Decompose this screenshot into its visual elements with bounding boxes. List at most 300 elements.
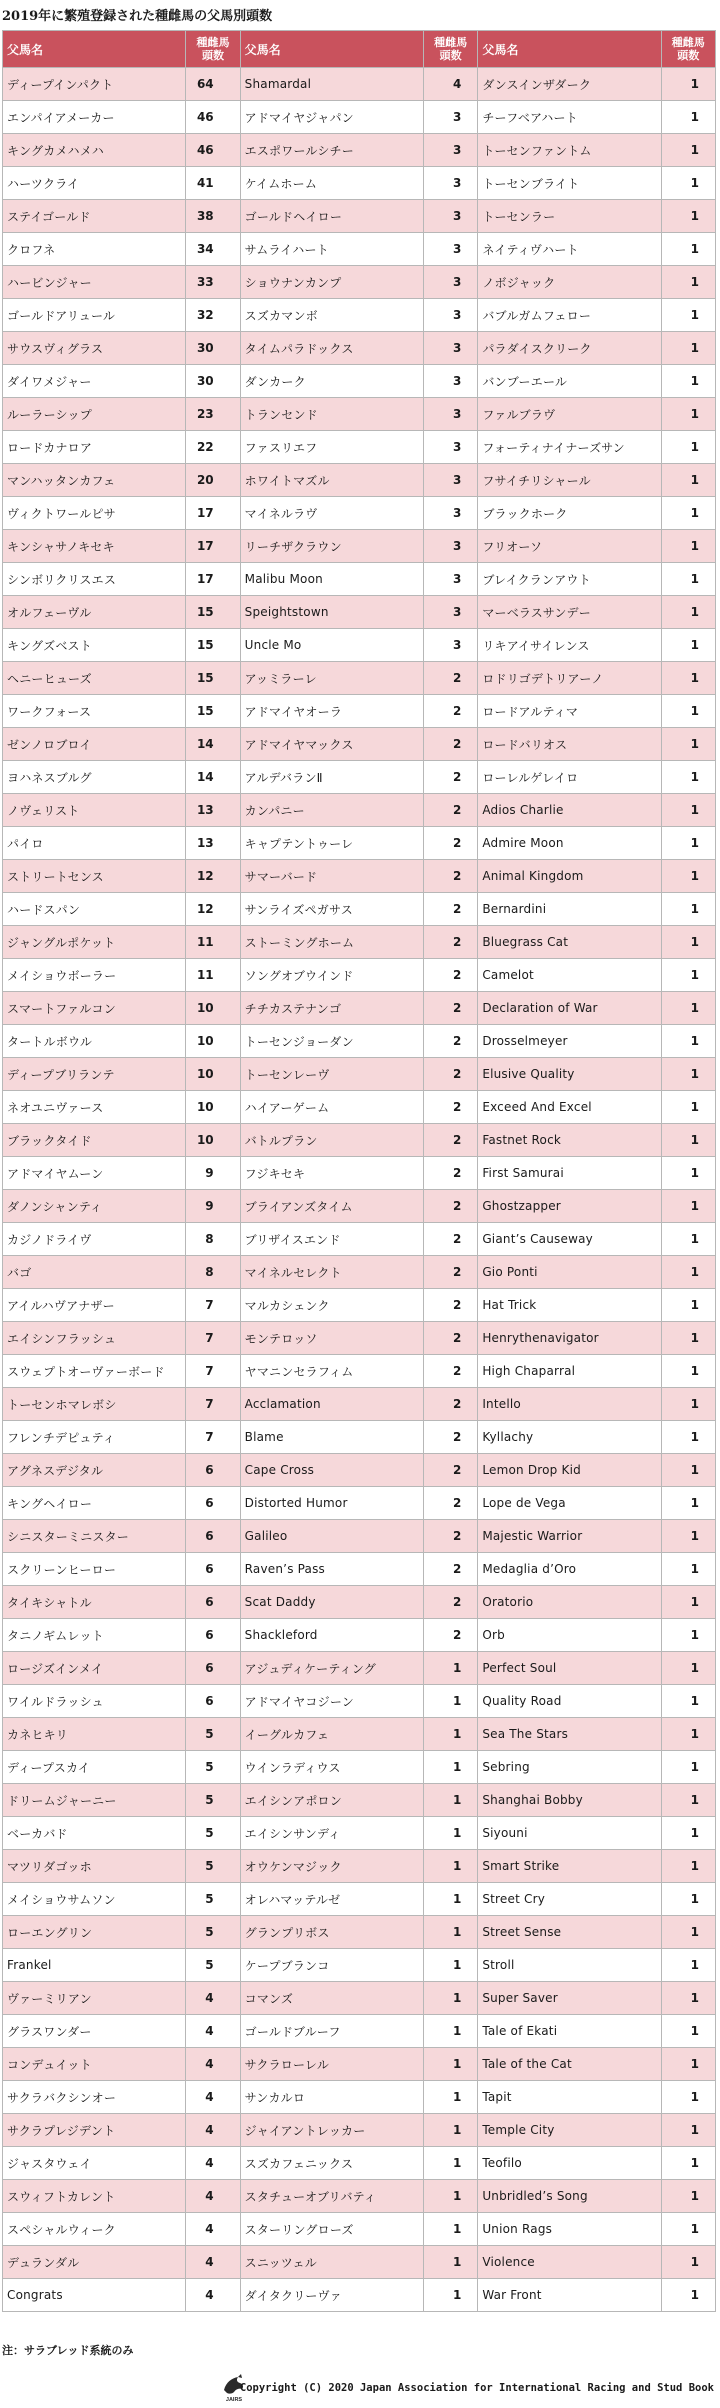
mare-count-cell: 2: [423, 1157, 477, 1190]
mare-count-cell: 1: [661, 1982, 715, 2015]
sire-name-cell: Bluegrass Cat: [478, 926, 661, 959]
page-title: 2019年に繁殖登録された種雌馬の父馬別頭数: [2, 9, 273, 24]
table-row: [3, 1718, 716, 1751]
mare-count-cell: 1: [661, 1025, 715, 1058]
table-row: [3, 2147, 716, 2180]
header-count-line2: 頭数: [201, 49, 224, 62]
mare-count-cell: 2: [423, 794, 477, 827]
table-body: [3, 68, 716, 2312]
mare-count-cell: 4: [423, 68, 477, 101]
sire-name-cell: リキアイサイレンス: [478, 629, 661, 662]
table-row: [3, 299, 716, 332]
table-row: [3, 2114, 716, 2147]
sire-name-cell: ディープブリランテ: [3, 1058, 186, 1091]
sire-name-cell: Blame: [240, 1421, 423, 1454]
logo-text: JAIRS: [225, 2397, 243, 2402]
sire-name-cell: ハイアーゲーム: [240, 1091, 423, 1124]
sire-name-cell: Majestic Warrior: [478, 1520, 661, 1553]
mare-count-cell: 1: [423, 1916, 477, 1949]
mare-count-cell: 1: [661, 497, 715, 530]
mare-count-cell: 2: [423, 761, 477, 794]
mare-count-cell: 7: [186, 1388, 240, 1421]
header-count-line1: 種雌馬: [196, 36, 230, 49]
sire-name-cell: タートルボウル: [3, 1025, 186, 1058]
sire-name-cell: Henrythenavigator: [478, 1322, 661, 1355]
mare-count-cell: 6: [186, 1619, 240, 1652]
mare-count-cell: 6: [186, 1685, 240, 1718]
table-row: [3, 2279, 716, 2312]
sire-name-cell: アイルハヴアナザー: [3, 1289, 186, 1322]
table-row: [3, 1586, 716, 1619]
sire-name-cell: スクリーンヒーロー: [3, 1553, 186, 1586]
sire-name-cell: ロードカナロア: [3, 431, 186, 464]
mare-count-cell: 5: [186, 1916, 240, 1949]
mare-count-cell: 1: [423, 2048, 477, 2081]
sire-name-cell: Drosselmeyer: [478, 1025, 661, 1058]
sire-name-cell: ストーミングホーム: [240, 926, 423, 959]
header-sire-name: 父馬名: [478, 31, 661, 68]
mare-count-cell: 3: [423, 596, 477, 629]
sire-name-cell: ワイルドラッシュ: [3, 1685, 186, 1718]
mare-count-cell: 1: [423, 2213, 477, 2246]
table-row: [3, 365, 716, 398]
mare-count-cell: 7: [186, 1421, 240, 1454]
sire-name-cell: ケイムホーム: [240, 167, 423, 200]
sire-name-cell: シンボリクリスエス: [3, 563, 186, 596]
table-row: [3, 1190, 716, 1223]
sire-name-cell: Congrats: [3, 2279, 186, 2312]
mare-count-cell: 4: [186, 2180, 240, 2213]
mare-count-cell: 1: [661, 728, 715, 761]
sire-name-cell: ハーツクライ: [3, 167, 186, 200]
sire-name-cell: Tapit: [478, 2081, 661, 2114]
sire-name-cell: コンデュイット: [3, 2048, 186, 2081]
sire-name-cell: Malibu Moon: [240, 563, 423, 596]
sire-name-cell: ゴールドブルーフ: [240, 2015, 423, 2048]
sire-name-cell: Exceed And Excel: [478, 1091, 661, 1124]
sire-name-cell: トーセンホマレボシ: [3, 1388, 186, 1421]
sire-name-cell: アジュディケーティング: [240, 1652, 423, 1685]
mare-count-cell: 2: [423, 1091, 477, 1124]
mare-count-cell: 32: [186, 299, 240, 332]
mare-count-cell: 3: [423, 332, 477, 365]
sire-name-cell: Distorted Humor: [240, 1487, 423, 1520]
table-row: [3, 992, 716, 1025]
sire-name-cell: Shackleford: [240, 1619, 423, 1652]
mare-count-cell: 4: [186, 2279, 240, 2312]
mare-count-cell: 34: [186, 233, 240, 266]
mare-count-cell: 1: [661, 1289, 715, 1322]
mare-count-cell: 2: [423, 827, 477, 860]
sire-name-cell: アドマイヤムーン: [3, 1157, 186, 1190]
mare-count-cell: 1: [661, 563, 715, 596]
mare-count-cell: 3: [423, 431, 477, 464]
sire-name-cell: マルカシェンク: [240, 1289, 423, 1322]
mare-count-cell: 11: [186, 926, 240, 959]
table-row: [3, 1322, 716, 1355]
sire-name-cell: Medaglia d’Oro: [478, 1553, 661, 1586]
footer: [0, 2366, 720, 2408]
sire-name-cell: サンカルロ: [240, 2081, 423, 2114]
sire-name-cell: Sebring: [478, 1751, 661, 1784]
mare-count-cell: 1: [661, 2015, 715, 2048]
mare-count-cell: 4: [186, 1982, 240, 2015]
sire-name-cell: トーセンブライト: [478, 167, 661, 200]
sire-name-cell: グラスワンダー: [3, 2015, 186, 2048]
mare-count-cell: 23: [186, 398, 240, 431]
sire-name-cell: ルーラーシップ: [3, 398, 186, 431]
sire-name-cell: ダノンシャンティ: [3, 1190, 186, 1223]
sire-name-cell: Adios Charlie: [478, 794, 661, 827]
mare-count-cell: 5: [186, 1751, 240, 1784]
sire-name-cell: ファルブラヴ: [478, 398, 661, 431]
mare-count-cell: 38: [186, 200, 240, 233]
sire-name-cell: Shanghai Bobby: [478, 1784, 661, 1817]
sire-name-cell: フレンチデピュティ: [3, 1421, 186, 1454]
sire-name-cell: Declaration of War: [478, 992, 661, 1025]
sire-name-cell: キャプテントゥーレ: [240, 827, 423, 860]
mare-count-cell: 1: [661, 794, 715, 827]
sire-name-cell: Smart Strike: [478, 1850, 661, 1883]
sire-name-cell: ノボジャック: [478, 266, 661, 299]
sire-name-cell: バトルプラン: [240, 1124, 423, 1157]
sire-name-cell: タイキシャトル: [3, 1586, 186, 1619]
sire-name-cell: エイシンフラッシュ: [3, 1322, 186, 1355]
sire-name-cell: Camelot: [478, 959, 661, 992]
sire-name-cell: サクラプレジデント: [3, 2114, 186, 2147]
mare-count-cell: 15: [186, 662, 240, 695]
mare-count-cell: 1: [661, 200, 715, 233]
sire-name-cell: ベーカバド: [3, 1817, 186, 1850]
mare-count-cell: 1: [661, 134, 715, 167]
sire-name-cell: クロフネ: [3, 233, 186, 266]
table-row: [3, 1289, 716, 1322]
mare-count-cell: 12: [186, 893, 240, 926]
sire-name-cell: ケープブランコ: [240, 1949, 423, 1982]
sire-name-cell: リーチザクラウン: [240, 530, 423, 563]
sire-name-cell: Temple City: [478, 2114, 661, 2147]
mare-count-cell: 3: [423, 398, 477, 431]
sire-name-cell: Scat Daddy: [240, 1586, 423, 1619]
mare-count-cell: 1: [661, 926, 715, 959]
sire-name-cell: シニスターミニスター: [3, 1520, 186, 1553]
sire-name-cell: Speightstown: [240, 596, 423, 629]
sire-name-cell: サマーバード: [240, 860, 423, 893]
mare-count-cell: 1: [661, 1553, 715, 1586]
mare-count-cell: 17: [186, 497, 240, 530]
mare-count-cell: 6: [186, 1454, 240, 1487]
sire-name-cell: ロージズインメイ: [3, 1652, 186, 1685]
table-row: [3, 530, 716, 563]
sire-name-cell: マンハッタンカフェ: [3, 464, 186, 497]
mare-count-cell: 46: [186, 134, 240, 167]
sire-name-cell: ホワイトマズル: [240, 464, 423, 497]
mare-count-cell: 1: [661, 662, 715, 695]
table-row: [3, 200, 716, 233]
table-row: [3, 1751, 716, 1784]
table-row: [3, 2015, 716, 2048]
sire-name-cell: エンパイアメーカー: [3, 101, 186, 134]
sire-name-cell: マイネルセレクト: [240, 1256, 423, 1289]
mare-count-cell: 3: [423, 233, 477, 266]
mare-count-cell: 1: [661, 2048, 715, 2081]
mare-count-cell: 1: [661, 1322, 715, 1355]
mare-count-cell: 2: [423, 1553, 477, 1586]
mare-count-cell: 2: [423, 1586, 477, 1619]
sire-name-cell: ロドリゴデトリアーノ: [478, 662, 661, 695]
mare-count-cell: 2: [423, 1454, 477, 1487]
table-row: [3, 662, 716, 695]
sire-name-cell: カネヒキリ: [3, 1718, 186, 1751]
sire-name-cell: First Samurai: [478, 1157, 661, 1190]
mare-count-cell: 1: [661, 332, 715, 365]
mare-count-cell: 7: [186, 1355, 240, 1388]
mare-count-cell: 2: [423, 1619, 477, 1652]
mare-count-cell: 1: [661, 1454, 715, 1487]
sire-name-cell: スペシャルウィーク: [3, 2213, 186, 2246]
table-row: [3, 1256, 716, 1289]
table-row: [3, 860, 716, 893]
mare-count-cell: 10: [186, 1058, 240, 1091]
table-row: [3, 1157, 716, 1190]
sire-name-cell: ヴィクトワールピサ: [3, 497, 186, 530]
sire-name-cell: サンライズペガサス: [240, 893, 423, 926]
mare-count-cell: 1: [661, 1421, 715, 1454]
mare-count-cell: 1: [661, 1685, 715, 1718]
sire-name-cell: スニッツェル: [240, 2246, 423, 2279]
mare-count-cell: 2: [423, 1124, 477, 1157]
mare-count-cell: 5: [186, 1718, 240, 1751]
sire-name-cell: ストリートセンス: [3, 860, 186, 893]
sire-name-cell: ダイワメジャー: [3, 365, 186, 398]
mare-count-cell: 6: [186, 1586, 240, 1619]
table-row: [3, 1223, 716, 1256]
sire-name-cell: Violence: [478, 2246, 661, 2279]
sire-name-cell: ブライアンズタイム: [240, 1190, 423, 1223]
mare-count-cell: 64: [186, 68, 240, 101]
sire-name-cell: フサイチリシャール: [478, 464, 661, 497]
table-row: [3, 1454, 716, 1487]
sire-name-cell: Gio Ponti: [478, 1256, 661, 1289]
mare-count-cell: 3: [423, 497, 477, 530]
sire-name-cell: スターリングローズ: [240, 2213, 423, 2246]
mare-count-cell: 1: [661, 167, 715, 200]
sire-name-cell: Union Rags: [478, 2213, 661, 2246]
table-header-row: [3, 31, 716, 68]
mare-count-cell: 5: [186, 1817, 240, 1850]
sire-name-cell: トーセンファントム: [478, 134, 661, 167]
mare-count-cell: 1: [661, 266, 715, 299]
mare-count-cell: 1: [423, 1718, 477, 1751]
mare-count-cell: 41: [186, 167, 240, 200]
sire-name-cell: スマートファルコン: [3, 992, 186, 1025]
mare-count-cell: 1: [661, 530, 715, 563]
mare-count-cell: 1: [661, 1850, 715, 1883]
mare-count-cell: 1: [661, 1256, 715, 1289]
mare-count-cell: 5: [186, 1850, 240, 1883]
table-row: [3, 1619, 716, 1652]
mare-count-cell: 8: [186, 1223, 240, 1256]
mare-count-cell: 1: [423, 2180, 477, 2213]
table-row: [3, 398, 716, 431]
sire-name-cell: Hat Trick: [478, 1289, 661, 1322]
sire-name-cell: ディープスカイ: [3, 1751, 186, 1784]
header-mare-count: [186, 31, 240, 68]
mare-count-cell: 1: [661, 2180, 715, 2213]
mare-count-cell: 2: [423, 1487, 477, 1520]
mare-count-cell: 1: [661, 233, 715, 266]
sire-name-cell: Cape Cross: [240, 1454, 423, 1487]
mare-count-cell: 4: [186, 2114, 240, 2147]
sire-name-cell: アドマイヤコジーン: [240, 1685, 423, 1718]
table-row: [3, 233, 716, 266]
sire-name-cell: Animal Kingdom: [478, 860, 661, 893]
table-row: [3, 2246, 716, 2279]
mare-count-cell: 6: [186, 1487, 240, 1520]
sire-name-cell: サクラローレル: [240, 2048, 423, 2081]
sire-name-cell: ゴールドヘイロー: [240, 200, 423, 233]
sire-name-cell: パイロ: [3, 827, 186, 860]
mare-count-cell: 2: [423, 695, 477, 728]
table-row: [3, 1685, 716, 1718]
table-row: [3, 563, 716, 596]
mare-count-cell: 2: [423, 860, 477, 893]
table-row: [3, 1982, 716, 2015]
sire-name-cell: ダンスインザダーク: [478, 68, 661, 101]
header-count-line2: 頭数: [677, 49, 700, 62]
sire-name-cell: アドマイヤマックス: [240, 728, 423, 761]
mare-count-cell: 3: [423, 200, 477, 233]
sire-name-cell: バブルガムフェロー: [478, 299, 661, 332]
sire-name-cell: Unbridled’s Song: [478, 2180, 661, 2213]
sire-name-cell: アッミラーレ: [240, 662, 423, 695]
sire-name-cell: カジノドライヴ: [3, 1223, 186, 1256]
mare-count-cell: 15: [186, 629, 240, 662]
mare-count-cell: 2: [423, 893, 477, 926]
sire-name-cell: ジャイアントレッカー: [240, 2114, 423, 2147]
mare-count-cell: 3: [423, 365, 477, 398]
table-row: [3, 629, 716, 662]
mare-count-cell: 1: [423, 2114, 477, 2147]
mare-count-cell: 2: [423, 662, 477, 695]
mare-count-cell: 2: [423, 1289, 477, 1322]
mare-count-cell: 3: [423, 167, 477, 200]
sire-name-cell: ネイティヴハート: [478, 233, 661, 266]
sire-name-cell: ローレルゲレイロ: [478, 761, 661, 794]
mare-count-cell: 5: [186, 1784, 240, 1817]
mare-count-cell: 13: [186, 794, 240, 827]
sire-name-cell: Tale of Ekati: [478, 2015, 661, 2048]
mare-count-cell: 10: [186, 992, 240, 1025]
table-row: [3, 2180, 716, 2213]
mare-count-cell: 2: [423, 1322, 477, 1355]
sire-name-cell: フジキセキ: [240, 1157, 423, 1190]
mare-count-cell: 4: [186, 2246, 240, 2279]
sire-name-cell: ステイゴールド: [3, 200, 186, 233]
sire-name-cell: Giant’s Causeway: [478, 1223, 661, 1256]
table-row: [3, 134, 716, 167]
mare-count-cell: 30: [186, 365, 240, 398]
table-row: [3, 2081, 716, 2114]
mare-count-cell: 9: [186, 1190, 240, 1223]
table-row: [3, 1421, 716, 1454]
mare-count-cell: 5: [186, 1883, 240, 1916]
sire-name-cell: ローエングリン: [3, 1916, 186, 1949]
sire-name-cell: War Front: [478, 2279, 661, 2312]
mare-count-cell: 1: [661, 1619, 715, 1652]
mare-count-cell: 1: [661, 1751, 715, 1784]
sire-name-cell: Raven’s Pass: [240, 1553, 423, 1586]
sire-name-cell: Lope de Vega: [478, 1487, 661, 1520]
mare-count-cell: 2: [423, 1223, 477, 1256]
sire-name-cell: タニノギムレット: [3, 1619, 186, 1652]
mare-count-cell: 15: [186, 695, 240, 728]
sire-name-cell: Frankel: [3, 1949, 186, 1982]
mare-count-cell: 12: [186, 860, 240, 893]
sire-name-cell: Perfect Soul: [478, 1652, 661, 1685]
sire-name-cell: スズカマンボ: [240, 299, 423, 332]
mare-count-cell: 3: [423, 629, 477, 662]
sire-name-cell: キングヘイロー: [3, 1487, 186, 1520]
sire-name-cell: マイネルラヴ: [240, 497, 423, 530]
table-row: [3, 1553, 716, 1586]
mare-count-cell: 1: [661, 1520, 715, 1553]
mare-count-cell: 2: [423, 1421, 477, 1454]
table-row: [3, 101, 716, 134]
mare-count-cell: 4: [186, 2147, 240, 2180]
mare-count-cell: 1: [661, 629, 715, 662]
sire-name-cell: Orb: [478, 1619, 661, 1652]
sire-name-cell: ブリザイスエンド: [240, 1223, 423, 1256]
sire-name-cell: ヤマニンセラフィム: [240, 1355, 423, 1388]
sire-name-cell: エスポワールシチー: [240, 134, 423, 167]
table-row: [3, 431, 716, 464]
table-row: [3, 1388, 716, 1421]
mare-count-cell: 1: [661, 1091, 715, 1124]
mare-count-cell: 1: [661, 596, 715, 629]
mare-count-cell: 1: [661, 695, 715, 728]
sire-name-cell: ゴールドアリュール: [3, 299, 186, 332]
mare-count-cell: 17: [186, 563, 240, 596]
table-row: [3, 332, 716, 365]
table-row: [3, 728, 716, 761]
mare-count-cell: 3: [423, 299, 477, 332]
table-row: [3, 1124, 716, 1157]
mare-count-cell: 1: [661, 1652, 715, 1685]
sire-name-cell: ブラックホーク: [478, 497, 661, 530]
mare-count-cell: 1: [661, 2213, 715, 2246]
header-mare-count: [423, 31, 477, 68]
copyright: Copyright (C) 2020 Japan Association for International Racing and Stud Book: [239, 2382, 714, 2394]
header-sire-name: 父馬名: [240, 31, 423, 68]
mare-count-cell: 3: [423, 464, 477, 497]
mare-count-cell: 5: [186, 1949, 240, 1982]
table-row: [3, 68, 716, 101]
mare-count-cell: 1: [423, 1982, 477, 2015]
mare-count-cell: 1: [661, 1223, 715, 1256]
sire-name-cell: ハービンジャー: [3, 266, 186, 299]
mare-count-cell: 1: [423, 2246, 477, 2279]
sire-name-cell: トーセンジョーダン: [240, 1025, 423, 1058]
mare-count-cell: 4: [186, 2081, 240, 2114]
sire-name-cell: アドマイヤジャパン: [240, 101, 423, 134]
footnote: 注：サラブレッド系統のみ: [2, 2344, 134, 2357]
sire-name-cell: ブレイクランアウト: [478, 563, 661, 596]
sire-name-cell: メイショウサムソン: [3, 1883, 186, 1916]
table-row: [3, 1883, 716, 1916]
sire-name-cell: マツリダゴッホ: [3, 1850, 186, 1883]
mare-count-cell: 4: [186, 2015, 240, 2048]
